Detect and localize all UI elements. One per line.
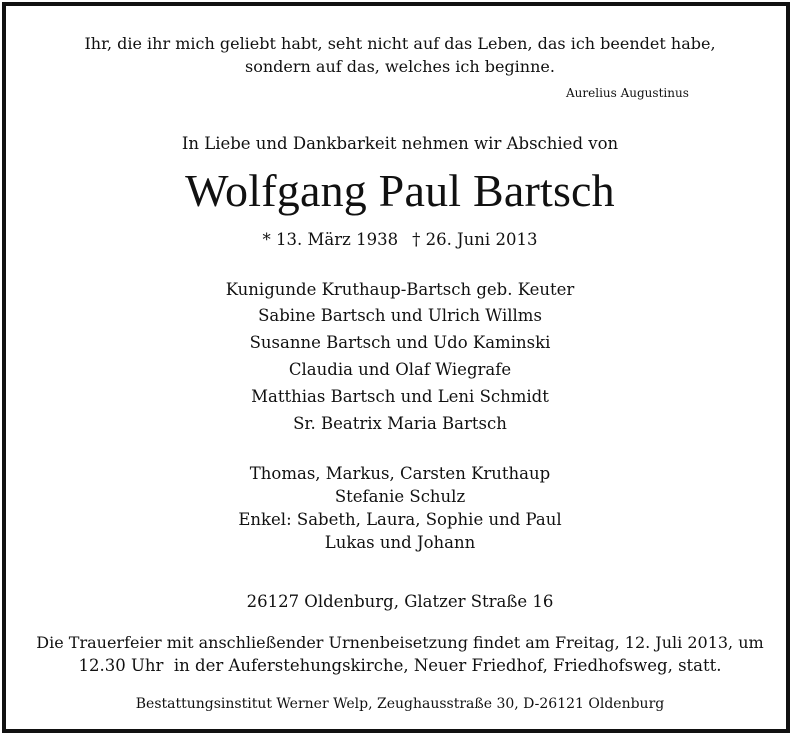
undertaker-info: Bestattungsinstitut Werner Welp, Zeughausstraße 30, D-26121 Oldenburg (135, 696, 665, 712)
grandchildren-line: Lukas und Johann (324, 533, 476, 552)
quote-line-1: Ihr, die ihr mich geliebt habt, seht nicht auf das Leben, das ich beendet habe, (84, 34, 716, 53)
mourner-line: Sabine Bartsch und Ulrich Willms (258, 306, 542, 325)
funeral-notice-line-1: Die Trauerfeier mit anschließender Urnenbeisetzung findet am Freitag, 12. Juli 2013, um (36, 633, 764, 652)
mourner-line: Susanne Bartsch und Udo Kaminski (249, 333, 551, 352)
grandchildren-line: Enkel: Sabeth, Laura, Sophie und Paul (238, 510, 562, 529)
grandchildren-line: Stefanie Schulz (334, 487, 466, 506)
death-date: † 26. Juni 2013 (412, 230, 538, 249)
mourner-line: Claudia und Olaf Wiegrafe (288, 360, 512, 379)
life-dates (0, 232, 800, 249)
mourner-line: Matthias Bartsch und Leni Schmidt (251, 387, 549, 406)
quote-line-2: sondern auf das, welches ich beginne. (245, 57, 555, 76)
intro-text: In Liebe und Dankbarkeit nehmen wir Abschied von (181, 134, 619, 153)
quote-author: Aurelius Augustinus (566, 86, 689, 100)
deceased-name: Wolfgang Paul Bartsch (185, 165, 615, 216)
funeral-notice-line-2: 12.30 Uhr in der Auferstehungskirche, Neuer Friedhof, Friedhofsweg, statt. (78, 656, 722, 675)
grandchildren-line: Thomas, Markus, Carsten Kruthaup (249, 464, 551, 483)
mourner-line: Sr. Beatrix Maria Bartsch (293, 414, 507, 433)
family-address: 26127 Oldenburg, Glatzer Straße 16 (246, 592, 554, 611)
birth-date: * 13. März 1938 (262, 230, 399, 249)
mourner-line: Kunigunde Kruthaup-Bartsch geb. Keuter (225, 280, 575, 299)
